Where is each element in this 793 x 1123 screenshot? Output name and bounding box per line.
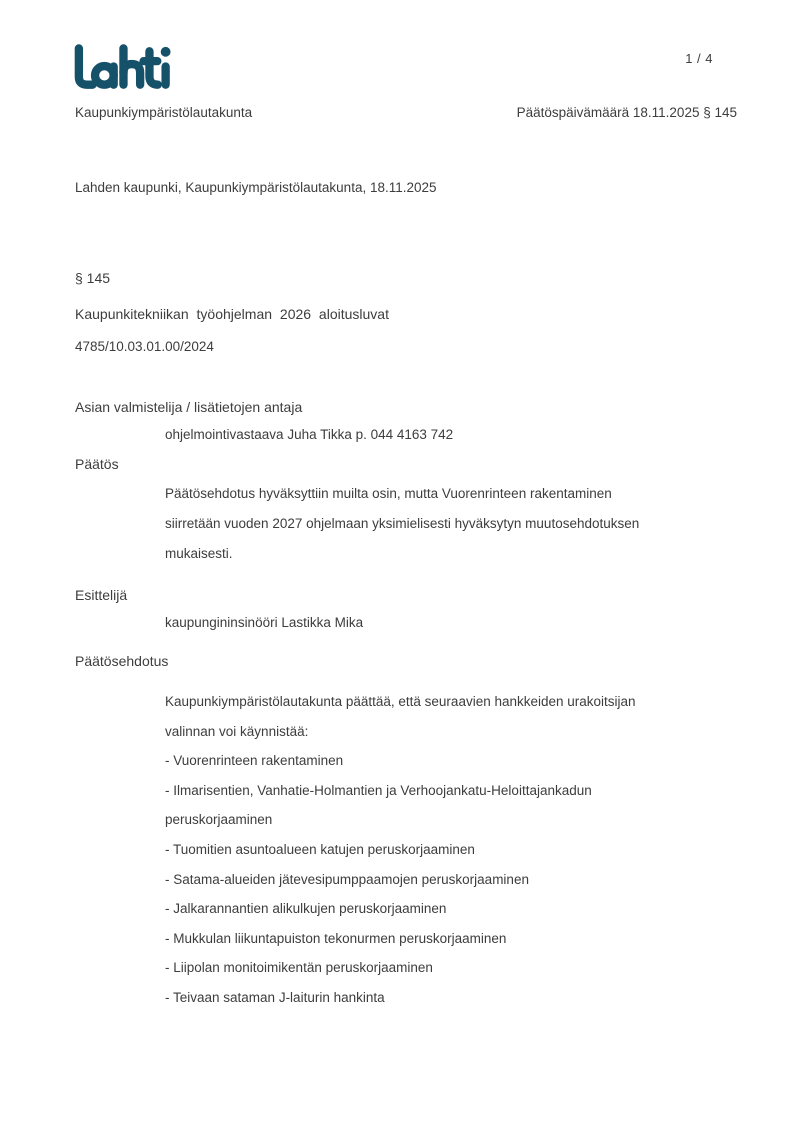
text-line: peruskorjaaminen	[165, 812, 273, 828]
text-line: - Ilmarisentien, Vanhatie-Holmantien ja Verhoojankatu-Heloittajankadun	[165, 782, 592, 798]
text-line: - Satama-alueiden jätevesipumppaamojen peruskorjaaminen	[165, 871, 529, 887]
text-line: - Vuorenrinteen rakentaminen	[165, 753, 344, 769]
text-line: siirretään vuoden 2027 ohjelmaan yksimielisesti hyväksytyn muutosehdotuksen	[165, 516, 640, 531]
text-line: - Teivaan sataman J-laiturin hankinta	[165, 989, 385, 1005]
lahti-logo	[72, 44, 172, 92]
text-line: mukaisesti.	[165, 546, 233, 561]
decision-label: Päätös	[75, 456, 119, 472]
proposal-text	[165, 687, 740, 1013]
header-row	[75, 105, 737, 120]
preparer-value: ohjelmointivastaava Juha Tikka p. 044 4163 742	[165, 427, 454, 442]
text-line: - Mukkulan liikuntapuiston tekonurmen peruskorjaaminen	[165, 930, 507, 946]
text-line: - Jalkarannantien alikulkujen peruskorjaaminen	[165, 901, 447, 917]
proposal-label: Päätösehdotus	[75, 653, 169, 669]
text-line: valinnan voi käynnistää:	[165, 723, 309, 739]
text-line: Kaupunkiympäristölautakunta päättää, että seuraavien hankkeiden urakoitsijan	[165, 694, 636, 709]
presenter-label: Esittelijä	[75, 587, 128, 603]
committee-name: Kaupunkiympäristölautakunta	[75, 105, 253, 120]
presenter-value: kaupungininsinööri Lastikka Mika	[165, 615, 364, 630]
document-line: Lahden kaupunki, Kaupunkiympäristölautakunta, 18.11.2025	[75, 180, 437, 195]
page-number: 1 / 4	[685, 51, 713, 66]
text-line: - Liipolan monitoimikentän peruskorjaaminen	[165, 960, 433, 976]
decision-text	[165, 479, 740, 569]
section-number: § 145	[75, 270, 111, 286]
reference-number: 4785/10.03.01.00/2024	[75, 339, 214, 354]
preparer-label: Asian valmistelija / lisätietojen antaja	[75, 399, 303, 415]
text-line: - Tuomitien asuntoalueen katujen peruskorjaaminen	[165, 841, 475, 857]
lahti-logo-icon	[72, 44, 172, 92]
decision-date: Päätöspäivämäärä 18.11.2025 § 145	[516, 105, 737, 120]
page-title: Kaupunkitekniikan työohjelman 2026 aloitusluvat	[75, 306, 389, 322]
text-line: Päätösehdotus hyväksyttiin muilta osin, mutta Vuorenrinteen rakentaminen	[165, 486, 612, 501]
